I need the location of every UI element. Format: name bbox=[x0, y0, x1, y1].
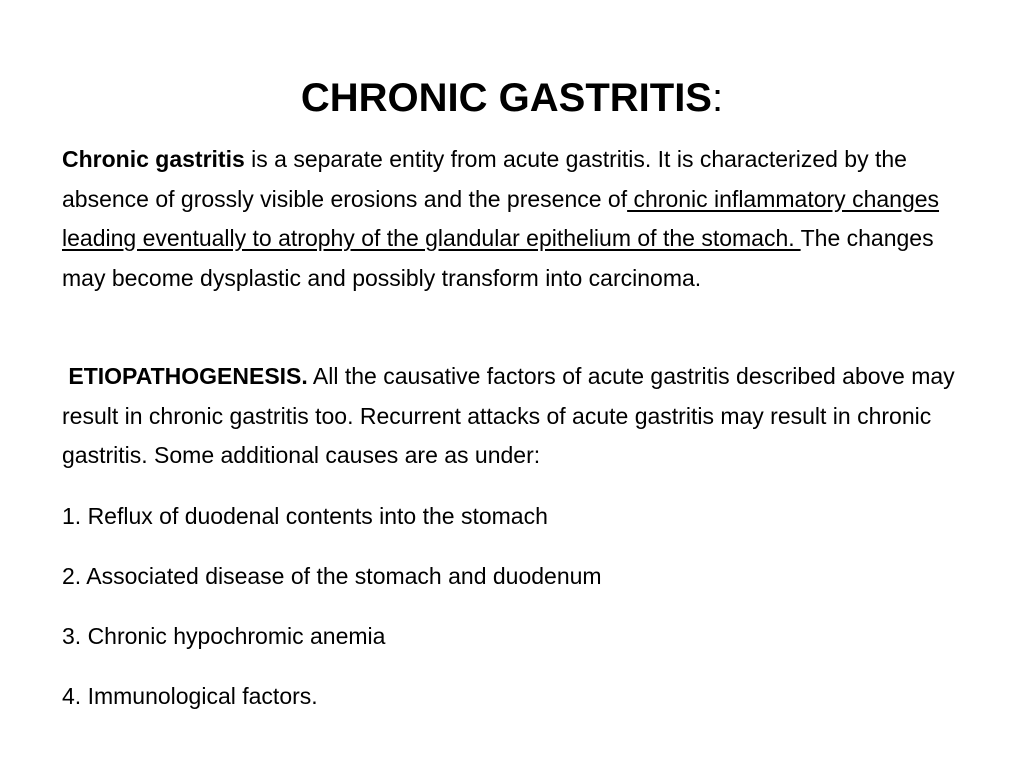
cause-item-1: 1. Reflux of duodenal contents into the stomach bbox=[62, 503, 548, 529]
term-chronic-gastritis: Chronic gastritis bbox=[62, 146, 245, 172]
etiopathogenesis-paragraph bbox=[62, 357, 972, 476]
title-colon: : bbox=[712, 76, 724, 120]
definition-paragraph bbox=[62, 140, 972, 298]
slide-title bbox=[0, 74, 1024, 122]
etiopathogenesis-heading: ETIOPATHOGENESIS. bbox=[68, 363, 308, 389]
etiopathogenesis-text: All the causative factors of acute gastritis described above may result in chronic gastritis too. Recurrent attacks of acute gastritis may result in chronic gastritis. Some additional causes are as under: bbox=[62, 363, 955, 468]
definition-rest: The changes may become dysplastic and possibly transform into carcinoma. bbox=[62, 225, 934, 291]
title-text: CHRONIC GASTRITIS bbox=[300, 76, 712, 120]
cause-item-2: 2. Associated disease of the stomach and duodenum bbox=[62, 563, 602, 589]
definition-underlined: chronic inflammatory changes leading eventually to atrophy of the glandular epithelium of the stomach. bbox=[62, 185, 940, 251]
cause-item-4: 4. Immunological factors. bbox=[62, 683, 318, 709]
cause-item-3: 3. Chronic hypochromic anemia bbox=[62, 623, 386, 649]
definition-intro: is a separate entity from acute gastritis. It is characterized by the absence of grossly visible erosions and the presence of bbox=[62, 146, 907, 212]
